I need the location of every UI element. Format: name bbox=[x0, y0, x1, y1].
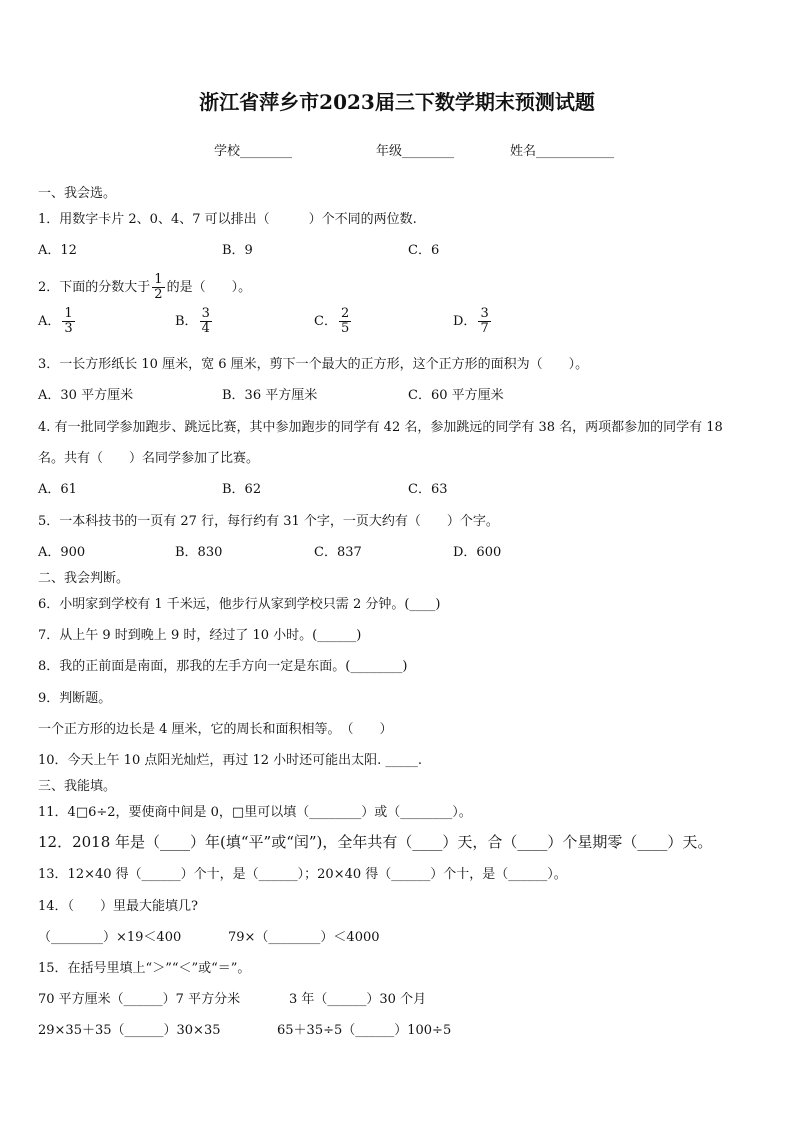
question-13: 13．12×40 得（______）个十，是（______）；20×40 得（______）个十，是（______）。 bbox=[38, 867, 567, 882]
q2-option-d-fraction bbox=[478, 307, 490, 336]
q1-option-c: C．6 bbox=[408, 243, 440, 258]
q14-left-expression: （________）×19＜400 bbox=[38, 930, 182, 945]
question-4-line-1: 4. 有一批同学参加跑步、跳远比赛，其中参加跑步的同学有 42 名，参加跳远的同学有 38 名，两项都参加的同学有 18 bbox=[38, 420, 723, 435]
fraction-numerator: 3 bbox=[201, 306, 210, 321]
section-heading-3: 三、我能填。 bbox=[38, 779, 117, 794]
grade-field: 年级________ bbox=[376, 144, 455, 159]
fraction-denominator: 5 bbox=[340, 321, 350, 336]
question-9-text: 一个正方形的边长是 4 厘米，它的周长和面积相等。 （ ） bbox=[38, 722, 393, 737]
q5-option-c: C．837 bbox=[314, 545, 362, 560]
question-3: 3．一长方形纸长 10 厘米，宽 6 厘米，剪下一个最大的正方形，这个正方形的面积为（ ）。 bbox=[38, 357, 589, 372]
q2-option-c-fraction bbox=[339, 307, 351, 336]
question-5: 5．一本科技书的一页有 27 行，每行约有 31 个字，一页大约有（ ）个字。 bbox=[38, 514, 499, 529]
question-12: 12．2018 年是（____）年(填“平”或“闰”)，全年共有（____）天，合（____）个星期零（____）天。 bbox=[38, 833, 713, 851]
q5-option-d: D．600 bbox=[453, 545, 502, 560]
fraction-denominator: 4 bbox=[201, 321, 210, 336]
q15-row2-right: 65＋35÷5（______）100÷5 bbox=[277, 1023, 452, 1038]
q5-option-b: B．830 bbox=[175, 545, 223, 560]
question-2 bbox=[38, 273, 251, 302]
fraction-numerator: 3 bbox=[480, 306, 489, 321]
q15-row2-left: 29×35＋35（______）30×35 bbox=[38, 1023, 221, 1038]
q5-option-a: A．900 bbox=[38, 545, 86, 560]
name-field: 姓名____________ bbox=[510, 144, 615, 159]
question-7: 7．从上午 9 时到晚上 9 时，经过了 10 小时。(______) bbox=[38, 628, 362, 643]
question-9-title: 9．判断题。 bbox=[38, 691, 112, 706]
q2-option-b bbox=[175, 307, 214, 336]
q15-row1-right: 3 年（______）30 个月 bbox=[289, 992, 427, 1007]
q2-option-a-label: A． bbox=[38, 314, 61, 329]
question-4-line-2: 名。共有（ ）名同学参加了比赛。 bbox=[38, 451, 260, 466]
q15-row1-left: 70 平方厘米（______）7 平方分米 bbox=[38, 992, 241, 1007]
fraction-numerator: 2 bbox=[340, 306, 350, 321]
section-heading-1: 一、我会选。 bbox=[38, 186, 117, 201]
question-1: 1．用数字卡片 2、0、4、7 可以排出（ ）个不同的两位数. bbox=[38, 212, 417, 227]
question-14-title: 14．（ ）里最大能填几? bbox=[38, 899, 199, 914]
q2-option-c bbox=[314, 307, 353, 336]
q4-option-a: A．61 bbox=[38, 482, 77, 497]
fraction-denominator: 3 bbox=[64, 321, 73, 336]
q1-option-a: A．12 bbox=[38, 243, 77, 258]
q4-option-c: C．63 bbox=[408, 482, 448, 497]
q2-fraction-denominator: 2 bbox=[154, 287, 163, 302]
q2-option-a bbox=[38, 307, 77, 336]
q2-option-d bbox=[453, 307, 493, 336]
page-title: 浙江省萍乡市2023届三下数学期末预测试题 bbox=[199, 90, 595, 114]
question-15-title: 15．在括号里填上“＞”“＜”或“＝”。 bbox=[38, 961, 251, 976]
q2-option-b-fraction bbox=[200, 307, 212, 336]
q2-option-b-label: B． bbox=[175, 314, 198, 329]
question-10: 10．今天上午 10 点阳光灿烂，再过 12 小时还可能出太阳. _____. bbox=[38, 753, 423, 768]
fraction-denominator: 7 bbox=[480, 321, 489, 336]
school-field: 学校________ bbox=[214, 144, 293, 159]
q14-right-expression: 79×（________）＜4000 bbox=[228, 930, 380, 945]
fraction-numerator: 1 bbox=[64, 306, 73, 321]
q2-option-a-fraction bbox=[62, 307, 74, 336]
q3-option-a: A．30 平方厘米 bbox=[38, 388, 134, 403]
q2-option-c-label: C． bbox=[314, 314, 337, 329]
q2-text-pre: 2．下面的分数大于 bbox=[38, 280, 151, 295]
q2-option-d-label: D． bbox=[453, 314, 477, 329]
q3-option-b: B．36 平方厘米 bbox=[222, 388, 318, 403]
q1-option-b: B．9 bbox=[222, 243, 253, 258]
q2-fraction bbox=[152, 273, 164, 302]
q3-option-c: C．60 平方厘米 bbox=[408, 388, 504, 403]
question-6: 6．小明家到学校有 1 千米远，他步行从家到学校只需 2 分钟。(____) bbox=[38, 597, 441, 612]
question-8: 8．我的正前面是南面，那我的左手方向一定是东面。(________) bbox=[38, 659, 408, 674]
section-heading-2: 二、我会判断。 bbox=[38, 571, 130, 586]
q2-fraction-numerator: 1 bbox=[154, 272, 163, 287]
q4-option-b: B．62 bbox=[222, 482, 262, 497]
q2-text-post: 的是（ ）。 bbox=[166, 280, 252, 295]
question-11: 11．4□6÷2，要使商中间是 0，□里可以填（________）或（________）。 bbox=[38, 805, 472, 820]
